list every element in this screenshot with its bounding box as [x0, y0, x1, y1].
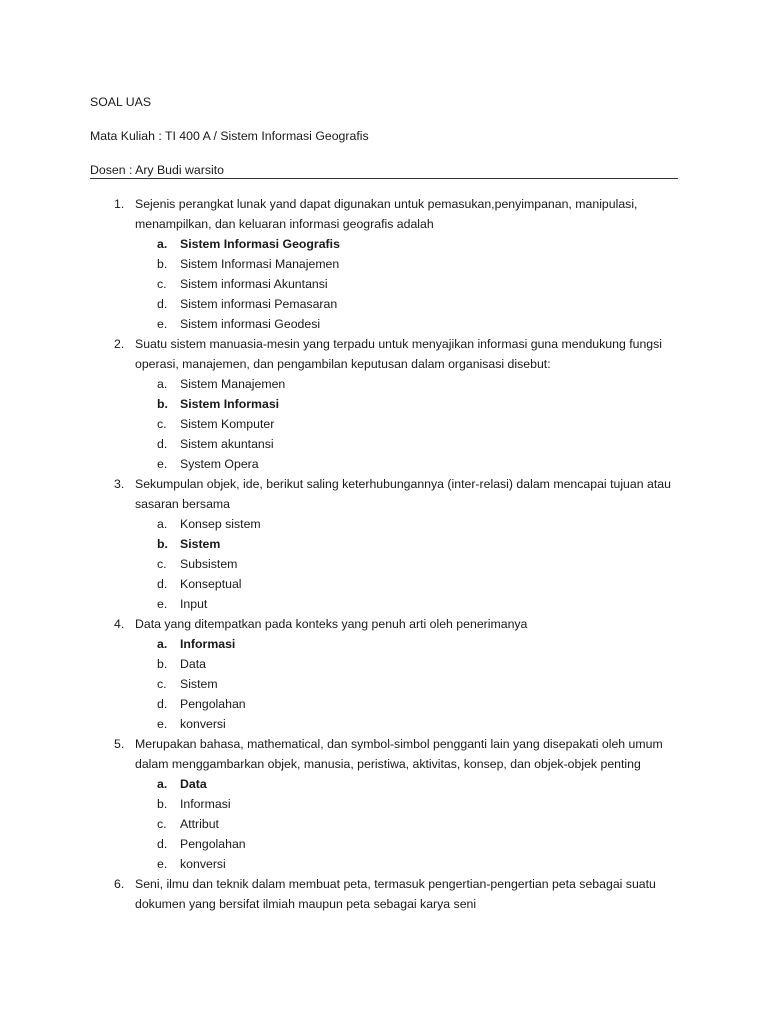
- option-letter: a.: [157, 517, 168, 531]
- answer-option: [135, 454, 680, 474]
- answer-option: [135, 514, 680, 534]
- option-letter: a.: [157, 377, 168, 391]
- option-letter: e.: [157, 597, 168, 611]
- option-list: [135, 514, 680, 614]
- answer-option: [135, 814, 680, 834]
- option-letter: c.: [157, 677, 167, 691]
- option-text: Pengolahan: [180, 697, 246, 711]
- option-letter: e.: [157, 457, 168, 471]
- question-text: Data yang ditempatkan pada konteks yang penuh arti oleh penerimanya: [135, 617, 528, 631]
- option-text: konversi: [180, 857, 226, 871]
- question-number: 3.: [114, 477, 125, 491]
- option-list: [135, 234, 680, 334]
- header-divider: [90, 178, 678, 179]
- option-letter: b.: [157, 397, 168, 411]
- option-letter: b.: [157, 257, 168, 271]
- option-letter: d.: [157, 297, 168, 311]
- answer-option: [135, 594, 680, 614]
- option-letter: d.: [157, 437, 168, 451]
- answer-option: [135, 554, 680, 574]
- option-letter: a.: [157, 637, 168, 651]
- option-text: Sistem: [180, 537, 221, 551]
- lecturer-line: Dosen : Ary Budi warsito: [90, 163, 224, 177]
- course-line: Mata Kuliah : TI 400 A / Sistem Informasi Geografis: [90, 129, 369, 143]
- option-list: [135, 634, 680, 734]
- option-text: Input: [180, 597, 208, 611]
- question-text: Sejenis perangkat lunak yand dapat digunakan untuk pemasukan,penyimpanan, manipulasi, menampilkan, dan keluaran informasi geografis adalah: [135, 197, 638, 231]
- option-text: Sistem Manajemen: [180, 377, 286, 391]
- option-letter: a.: [157, 777, 168, 791]
- answer-option: [135, 434, 680, 454]
- answer-option: [135, 374, 680, 394]
- answer-option: [135, 854, 680, 874]
- option-list: [135, 374, 680, 474]
- option-letter: e.: [157, 717, 168, 731]
- question-item: [0, 194, 680, 334]
- option-text: Sistem Informasi: [180, 397, 280, 411]
- question-number: 4.: [114, 617, 125, 631]
- answer-option: [135, 314, 680, 334]
- question-text: Merupakan bahasa, mathematical, dan symbol-simbol pengganti lain yang disepakati oleh umum dalam menggambarkan objek, manusia, peristiwa, aktivitas, konsep, dan objek-objek penting: [135, 737, 663, 771]
- option-letter: c.: [157, 557, 167, 571]
- answer-option: [135, 294, 680, 314]
- option-letter: c.: [157, 817, 167, 831]
- doc-title: SOAL UAS: [90, 95, 152, 109]
- option-text: Subsistem: [180, 557, 238, 571]
- answer-option: [135, 634, 680, 654]
- question-text: Suatu sistem manuasia-mesin yang terpadu untuk menyajikan informasi guna mendukung fungsi operasi, manajemen, dan pengambilan keputusan dalam organisasi disebut:: [135, 337, 663, 371]
- answer-option: [135, 654, 680, 674]
- answer-option: [135, 534, 680, 554]
- option-letter: c.: [157, 417, 167, 431]
- question-item: [0, 474, 680, 614]
- option-text: Sistem informasi Pemasaran: [180, 297, 338, 311]
- answer-option: [135, 694, 680, 714]
- question-number: 2.: [114, 337, 125, 351]
- option-letter: e.: [157, 317, 168, 331]
- answer-option: [135, 274, 680, 294]
- answer-option: [135, 394, 680, 414]
- option-text: Data: [180, 657, 206, 671]
- option-letter: b.: [157, 657, 168, 671]
- question-list: [0, 194, 768, 914]
- question-item: [0, 734, 680, 874]
- question-item: [0, 334, 680, 474]
- option-list: [135, 774, 680, 874]
- question-item: [0, 614, 680, 734]
- option-letter: d.: [157, 837, 168, 851]
- option-text: System Opera: [180, 457, 259, 471]
- option-letter: b.: [157, 537, 168, 551]
- question-text: Sekumpulan objek, ide, berikut saling keterhubungannya (inter-relasi) dalam mencapai tujuan atau sasaran bersama: [135, 477, 671, 511]
- option-text: Sistem akuntansi: [180, 437, 274, 451]
- option-text: Attribut: [180, 817, 219, 831]
- answer-option: [135, 794, 680, 814]
- question-number: 6.: [114, 877, 125, 891]
- option-letter: e.: [157, 857, 168, 871]
- option-text: Sistem informasi Geodesi: [180, 317, 321, 331]
- option-text: Data: [180, 777, 207, 791]
- option-letter: b.: [157, 797, 168, 811]
- answer-option: [135, 414, 680, 434]
- answer-option: [135, 254, 680, 274]
- question-number: 1.: [114, 197, 125, 211]
- option-text: Sistem Informasi Geografis: [180, 237, 340, 251]
- answer-option: [135, 674, 680, 694]
- option-text: Sistem Komputer: [180, 417, 275, 431]
- option-text: Konsep sistem: [180, 517, 261, 531]
- option-text: Sistem: [180, 677, 218, 691]
- option-letter: d.: [157, 577, 168, 591]
- question-text: Seni, ilmu dan teknik dalam membuat peta, termasuk pengertian-pengertian peta sebagai suatu dokumen yang bersifat ilmiah maupun peta sebagai karya seni: [135, 877, 656, 911]
- option-letter: d.: [157, 697, 168, 711]
- option-letter: c.: [157, 277, 167, 291]
- option-text: Sistem informasi Akuntansi: [180, 277, 328, 291]
- question-item: [0, 874, 680, 914]
- answer-option: [135, 714, 680, 734]
- option-text: Informasi: [180, 797, 231, 811]
- question-number: 5.: [114, 737, 125, 751]
- answer-option: [135, 774, 680, 794]
- option-text: Informasi: [180, 637, 236, 651]
- option-text: Sistem Informasi Manajemen: [180, 257, 340, 271]
- answer-option: [135, 574, 680, 594]
- option-letter: a.: [157, 237, 168, 251]
- option-text: konversi: [180, 717, 226, 731]
- answer-option: [135, 234, 680, 254]
- option-text: Pengolahan: [180, 837, 246, 851]
- answer-option: [135, 834, 680, 854]
- option-text: Konseptual: [180, 577, 242, 591]
